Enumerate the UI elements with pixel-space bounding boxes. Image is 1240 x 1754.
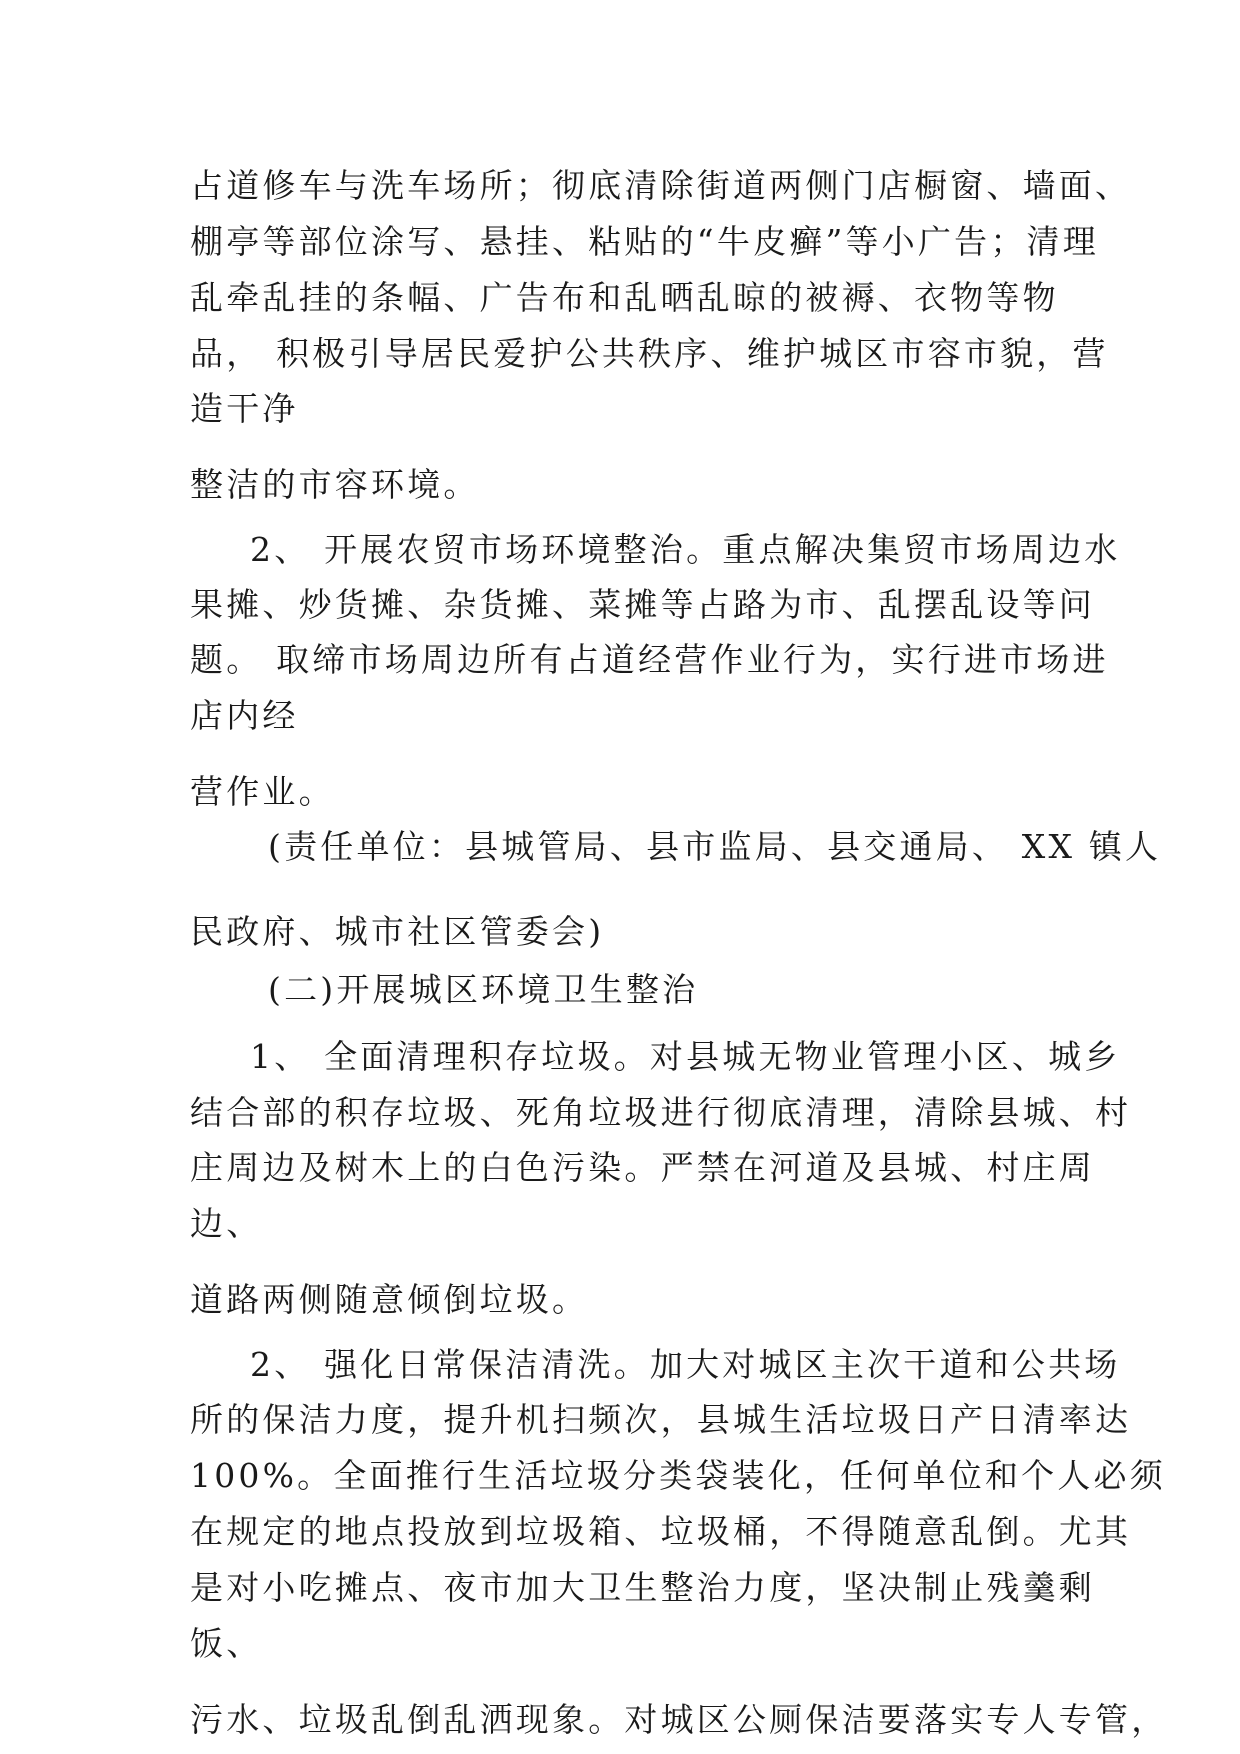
text-line: 结合部的积存垃圾、死角垃圾进行彻底清理，清除县城、村 bbox=[190, 1093, 1132, 1132]
text-line: 造干净 bbox=[190, 389, 299, 428]
text-line: 1、 全面清理积存垃圾。对县城无物业管理小区、城乡 bbox=[250, 1037, 1121, 1076]
text-line: 饭、 bbox=[190, 1624, 263, 1663]
text-line: 棚亭等部位涂写、悬挂、粘贴的“牛皮癣”等小广告；清理 bbox=[190, 222, 1099, 261]
text-line: 店内经 bbox=[190, 696, 299, 735]
text-line: 品， 积极引导居民爱护公共秩序、维护城区市容市貌，营 bbox=[190, 334, 1109, 373]
text-line: 污水、垃圾乱倒乱洒现象。对城区公厕保洁要落实专人专管， bbox=[190, 1700, 1168, 1739]
text-line: 2、 开展农贸市场环境整治。重点解决集贸市场周边水 bbox=[250, 530, 1121, 569]
text-line: 乱牵乱挂的条幅、广告布和乱晒乱晾的被褥、衣物等物 bbox=[190, 278, 1059, 317]
text-line: 2、 强化日常保洁清洗。加大对城区主次干道和公共场 bbox=[250, 1345, 1121, 1384]
text-line: 民政府、城市社区管委会) bbox=[190, 912, 605, 951]
text-line: 100%。全面推行生活垃圾分类袋装化，任何单位和个人必须 bbox=[190, 1456, 1166, 1495]
text-line: 在规定的地点投放到垃圾箱、垃圾桶，不得随意乱倒。尤其 bbox=[190, 1512, 1132, 1551]
text-line: (责任单位：县城管局、县市监局、县交通局、 XX 镇人 bbox=[268, 827, 1162, 866]
text-line: (二)开展城区环境卫生整治 bbox=[268, 970, 699, 1009]
text-line: 占道修车与洗车场所；彻底清除街道两侧门店橱窗、墙面、 bbox=[190, 166, 1132, 205]
text-line: 果摊、炒货摊、杂货摊、菜摊等占路为市、乱摆乱设等问 bbox=[190, 585, 1095, 624]
text-line: 营作业。 bbox=[190, 772, 335, 811]
text-line: 是对小吃摊点、夜市加大卫生整治力度，坚决制止残羹剩 bbox=[190, 1568, 1095, 1607]
text-line: 边、 bbox=[190, 1204, 263, 1243]
text-line: 整洁的市容环境。 bbox=[190, 465, 480, 504]
text-line: 所的保洁力度，提升机扫频次，县城生活垃圾日产日清率达 bbox=[190, 1400, 1132, 1439]
text-line: 题。 取缔市场周边所有占道经营作业行为，实行进市场进 bbox=[190, 640, 1109, 679]
text-line: 道路两侧随意倾倒垃圾。 bbox=[190, 1280, 589, 1319]
text-line: 庄周边及树木上的白色污染。严禁在河道及县城、村庄周 bbox=[190, 1148, 1095, 1187]
